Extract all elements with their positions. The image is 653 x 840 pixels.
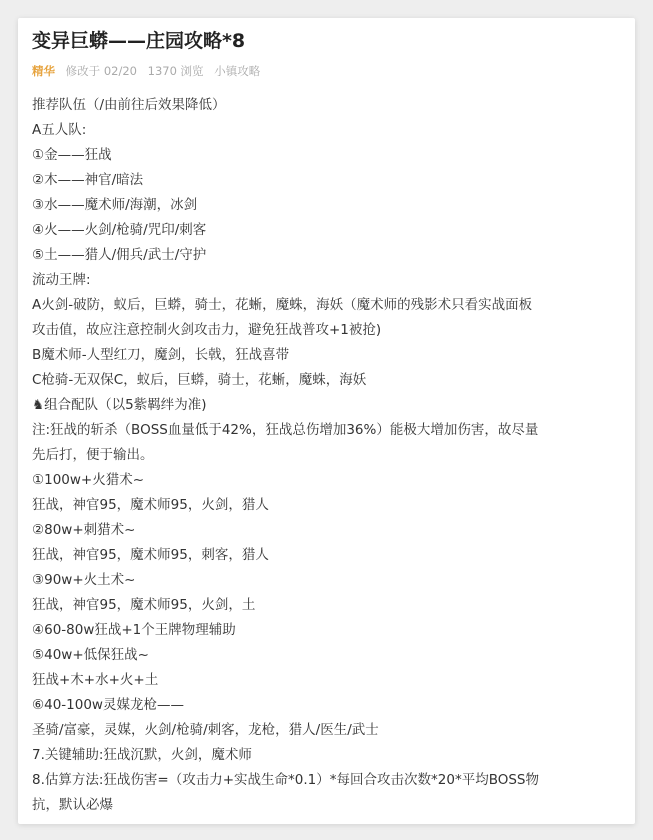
content-line: ♞组合配队（以5紫羁绊为准) [32, 397, 207, 413]
content-line: 抗，默认必爆 [32, 797, 113, 813]
view-count: 1370 浏览 [147, 64, 204, 78]
content-line: 狂战，神官95，魔术师95，刺客，猎人 [32, 547, 269, 563]
content-line: ④60-80w狂战+1个王牌物理辅助 [32, 622, 236, 638]
content-line: 狂战+木+水+火+土 [32, 672, 159, 688]
content-line: A五人队: [32, 122, 87, 138]
content-line: 流动王牌: [32, 272, 91, 288]
featured-badge: 精华 [32, 64, 55, 78]
content-line: ②木——神官/暗法 [32, 172, 144, 188]
content-line: 狂战，神官95，魔术师95，火剑，猎人 [32, 497, 269, 513]
content-line: A火剑-破防，蚁后，巨蟒，骑士，花蜥，魔蛛，海妖（魔术师的残影术只看实战面板 [32, 297, 533, 313]
content-line: 注:狂战的斩杀（BOSS血量低于42%，狂战总伤增加36%）能极大增加伤害，故尽量 [32, 422, 539, 438]
content-line: 8.估算方法:狂战伤害=（攻击力+实战生命*0.1）*每回合攻击次数*20*平均BOSS物 [32, 772, 539, 788]
content-line: 先后打，便于输出。 [32, 447, 154, 463]
post-meta [32, 63, 260, 79]
content-line: ⑤土——猎人/佣兵/武士/守护 [32, 247, 207, 263]
board-link[interactable]: 小镇攻略 [214, 64, 261, 78]
post-body [32, 93, 622, 818]
content-line: ①金——狂战 [32, 147, 112, 163]
content-line: 狂战，神官95，魔术师95，火剑，土 [32, 597, 256, 613]
content-line: 攻击值，故应注意控制火剑攻击力，避免狂战普攻+1被抢) [32, 322, 382, 338]
content-line: ②80w+刺猎术~ [32, 522, 136, 538]
modified-date: 02/20 [103, 64, 137, 78]
content-line: ③水——魔术师/海潮，冰剑 [32, 197, 198, 213]
modified-label: 修改于 [65, 64, 101, 78]
content-line: B魔术师-人型红刀，魔剑，长戟，狂战喜带 [32, 347, 290, 363]
content-line: 7.关键辅助:狂战沉默，火剑，魔术师 [32, 747, 252, 763]
content-line: ①100w+火猎术~ [32, 472, 145, 488]
post-title: 变异巨蟒——庄园攻略*8 [32, 30, 246, 52]
content-line: ⑥40-100w灵媒龙枪—— [32, 697, 184, 713]
content-line: C枪骑-无双保C，蚁后，巨蟒，骑士，花蜥，魔蛛，海妖 [32, 372, 367, 388]
content-line: ③90w+火土术~ [32, 572, 136, 588]
content-line: 圣骑/富豪，灵媒，火剑/枪骑/刺客，龙枪，猎人/医生/武士 [32, 722, 379, 738]
content-line: ④火——火剑/枪骑/咒印/刺客 [32, 222, 207, 238]
content-line: 推荐队伍（/由前往后效果降低） [32, 97, 226, 113]
post-card [18, 18, 635, 824]
content-line: ⑤40w+低保狂战~ [32, 647, 149, 663]
